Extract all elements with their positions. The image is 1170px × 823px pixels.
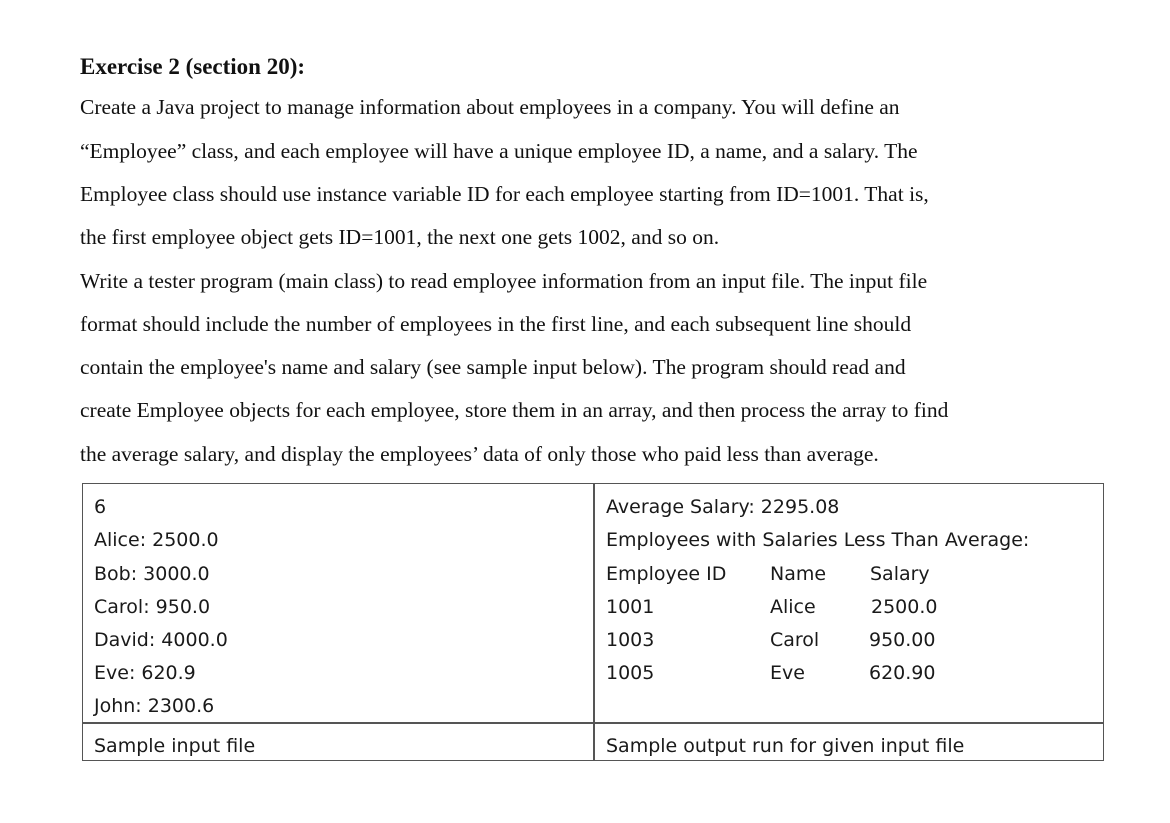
row-name: Eve (770, 662, 805, 684)
row-name: Alice (770, 596, 816, 618)
average-salary-line: Average Salary: 2295.08 (606, 496, 840, 518)
paragraph-line: “Employee” class, and each employee will have a unique employee ID, a name, and a salary. The (80, 139, 918, 163)
row-salary: 2500.0 (871, 596, 938, 618)
input-line: Alice: 2500.0 (94, 529, 219, 551)
paragraph-line: Create a Java project to manage information about employees in a company. You will define an (80, 95, 900, 119)
input-line: Carol: 950.0 (94, 596, 211, 618)
row-employee-id: 1003 (606, 629, 655, 651)
paragraph-line: contain the employee's name and salary (see sample input below). The program should read and (80, 355, 906, 379)
input-line: David: 4000.0 (94, 629, 228, 651)
exercise-heading: Exercise 2 (section 20): (80, 54, 306, 79)
input-line: 6 (94, 496, 107, 518)
column-header-salary: Salary (870, 563, 930, 585)
row-employee-id: 1005 (606, 662, 655, 684)
paragraph-line: create Employee objects for each employee, store them in an array, and then process the array to find (80, 398, 949, 422)
paragraph-line: the average salary, and display the employees’ data of only those who paid less than average. (80, 442, 879, 466)
input-line: Bob: 3000.0 (94, 563, 210, 585)
row-salary: 950.00 (869, 629, 936, 651)
column-header-employee-id: Employee ID (606, 563, 727, 585)
sample-io-table (82, 483, 1104, 761)
row-salary: 620.90 (869, 662, 936, 684)
column-divider (593, 484, 595, 760)
paragraph-line: Write a tester program (main class) to read employee information from an input file. The input file (80, 269, 928, 293)
paragraph-line: the first employee object gets ID=1001, the next one gets 1002, and so on. (80, 225, 720, 249)
sample-input-caption: Sample input file (94, 735, 256, 757)
paragraph-line: Employee class should use instance variable ID for each employee starting from ID=1001. That is, (80, 182, 929, 206)
row-name: Carol (770, 629, 820, 651)
row-employee-id: 1001 (606, 596, 655, 618)
column-header-name: Name (770, 563, 827, 585)
input-line: John: 2300.6 (94, 695, 215, 717)
input-line: Eve: 620.9 (94, 662, 196, 684)
output-subtitle: Employees with Salaries Less Than Average: (606, 529, 1030, 551)
caption-divider (83, 722, 1103, 724)
paragraph-line: format should include the number of employees in the first line, and each subsequent line should (80, 312, 912, 336)
sample-output-caption: Sample output run for given input file (606, 735, 965, 757)
